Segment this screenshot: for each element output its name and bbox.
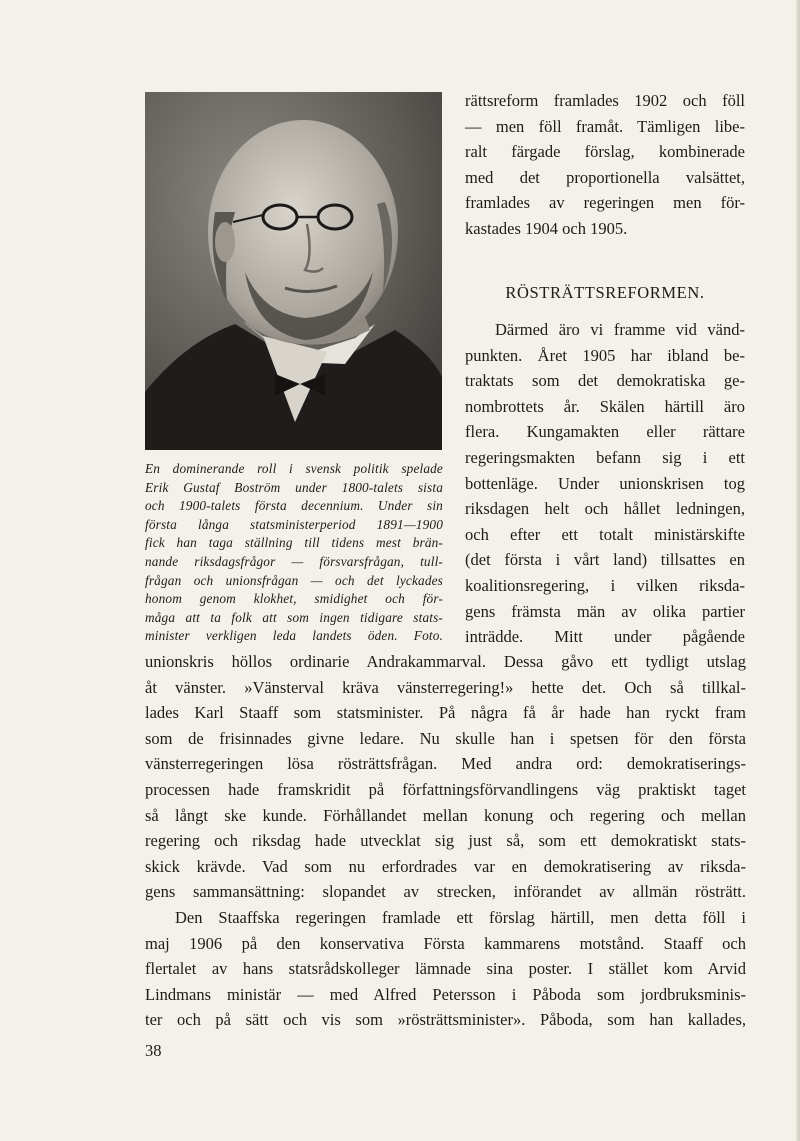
text-line: och efter ett totalt ministärskifte <box>465 524 745 544</box>
text-line: framlades av regeringen men för- <box>465 193 745 213</box>
text-line: maj 1906 på den konservativa Första kammarens motstånd. Staaff och <box>145 933 746 953</box>
text-line: unionskris höllos ordinarie Andrakammarval. Dessa gåvo ett tydligt utslag <box>145 652 746 671</box>
portrait-photo <box>145 92 442 450</box>
text-line: traktats som det demokratiska ge- <box>465 371 745 391</box>
caption-line: En dominerande roll i svensk politik spelade <box>145 461 443 476</box>
text-line: nombrottets år. Skälen härtill äro <box>465 396 745 416</box>
page-edge <box>796 0 800 1141</box>
photo-caption <box>145 460 443 646</box>
text-line: lades Karl Staaff som statsminister. På några få år hade han ryckt fram <box>145 703 746 723</box>
caption-line: fick han taga ställning till tidens mest brän- <box>145 535 443 551</box>
text-line: vänsterregeringen lösa rösträttsfrågan. Med andra ord: demokratiserings- <box>145 754 746 774</box>
text-line: som de frisinnades givne ledare. Nu skulle han i spetsen för den första <box>145 728 746 748</box>
text-line: inträdde. Mitt under pågående <box>465 627 745 647</box>
caption-line: honom genom klokhet, smidighet och för- <box>145 591 443 607</box>
text-line: koalitionsregering, i vilken riksda- <box>465 575 745 595</box>
caption-line: frågan och unionsfrågan — och det lyckades <box>145 572 443 588</box>
caption-line: första långa statsministerperiod 1891—1900 <box>145 516 443 532</box>
text-line: Lindmans ministär — med Alfred Petersson i Påboda som jordbruksminis- <box>145 984 746 1004</box>
top-paragraph <box>465 88 745 242</box>
text-line: ter och på sätt och vis som »rösträttsminister». Påboda, som han kallades, <box>145 1010 746 1030</box>
text-line: gens främsta män av olika partier <box>465 601 745 621</box>
caption-line: och 1900-talets första decennium. Under sin <box>145 498 443 514</box>
section-heading: RÖSTRÄTTSREFORMEN. <box>505 283 705 302</box>
text-line: så långt ske kunde. Förhållandet mellan konung och regering och mellan <box>145 805 746 825</box>
text-line: regering och riksdag hade utvecklat sig just så, som ett demokratiskt stats- <box>145 831 746 851</box>
text-line: skick krävde. Vad som nu erfordrades var en demokratisering av riksda- <box>145 856 746 876</box>
page-number: 38 <box>145 1041 162 1060</box>
caption-line: minister verkligen leda landets öden. Foto. <box>145 628 443 644</box>
caption-line: Erik Gustaf Boström under 1800-talets sista <box>145 479 443 495</box>
right-column-paragraph <box>465 317 745 650</box>
text-line: bottenläge. Under unionskrisen tog <box>465 473 745 493</box>
text-line: (det första i vårt land) tillsattes en <box>465 550 745 570</box>
text-line: regeringsmakten befann sig i ett <box>465 447 745 467</box>
text-line: med det proportionella valsättet, <box>465 167 745 187</box>
text-line: gens sammansättning: slopandet av strecken, införandet av allmän rösträtt. <box>145 882 746 902</box>
text-line: riksdagen helt och hållet ledningen, <box>465 499 745 519</box>
text-line: Den Staaffska regeringen framlade ett förslag härtill, men detta föll i <box>175 907 746 927</box>
caption-line: måga att ta folk att som ingen tidigare stats- <box>145 609 443 625</box>
text-line: åt vänster. »Vänsterval kräva vänsterregering!» hette det. Och så tillkal- <box>145 677 746 697</box>
text-line: Därmed äro vi framme vid vänd- <box>495 320 745 339</box>
text-line: flera. Kungamakten eller rättare <box>465 422 745 442</box>
text-line: kastades 1904 och 1905. <box>465 218 628 238</box>
text-line: — men föll framåt. Tämligen libe- <box>465 116 745 136</box>
caption-line: nande riksdagsfrågor — försvarsfrågan, tull- <box>145 553 443 569</box>
text-line: flertalet av hans statsrådskolleger lämnade sina poster. I stället kom Arvid <box>145 959 746 979</box>
text-line: ralt färgade förslag, kombinerade <box>465 142 745 162</box>
text-line: rättsreform framlades 1902 och föll <box>465 91 745 110</box>
text-line: punkten. Året 1905 har ibland be- <box>465 345 745 365</box>
full-width-text <box>145 649 746 1033</box>
text-line: processen hade framskridit på författningsförvandlingens väg praktiskt taget <box>145 779 746 799</box>
